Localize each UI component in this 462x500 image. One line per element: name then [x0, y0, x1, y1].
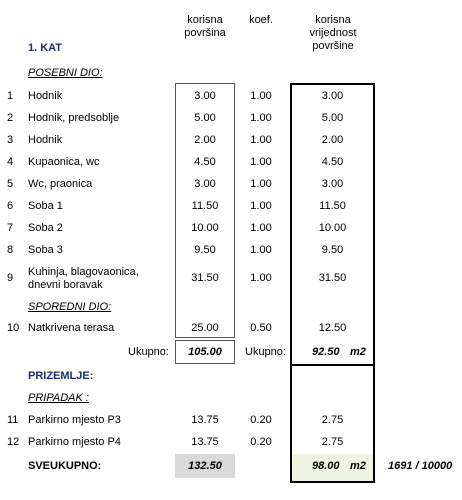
- floor-1-total-value: 92.50: [312, 346, 340, 358]
- row-number: 11: [7, 414, 19, 426]
- room-value: 9.50: [321, 244, 344, 256]
- room-area: 3.00: [194, 178, 216, 190]
- room-area: 13.75: [191, 436, 219, 448]
- room-value: 3.00: [321, 178, 344, 190]
- room-area: 25.00: [191, 322, 219, 334]
- row-number: 4: [7, 156, 14, 168]
- floor-1-total-label: Ukupno:: [128, 346, 169, 358]
- room-area: 13.75: [191, 414, 219, 426]
- room-coefficient: 1.00: [250, 134, 272, 146]
- row-number: 12: [7, 436, 20, 448]
- floor-1-total-unit: m2: [350, 346, 366, 358]
- room-name-line-2: dnevni boravak: [28, 279, 103, 291]
- room-coefficient: 1.00: [250, 156, 272, 168]
- floor-1-title: 1. KAT: [28, 42, 63, 54]
- row-number: 1: [7, 90, 14, 102]
- room-name: Parkirno mjesto P3: [28, 414, 121, 426]
- room-coefficient: 0.20: [250, 436, 272, 448]
- header-area-line-1: korisna: [187, 14, 223, 26]
- header-value-line-3: površine: [312, 40, 354, 52]
- room-value: 12.50: [318, 322, 347, 334]
- room-name: Hodnik: [28, 134, 63, 146]
- room-value: 2.75: [321, 414, 344, 426]
- room-name: Wc, praonica: [28, 178, 93, 190]
- row-number: 6: [7, 200, 14, 212]
- header-value-line-1: korisna: [315, 14, 351, 26]
- room-area: 3.00: [194, 90, 216, 102]
- room-name: Kupaonica, wc: [28, 156, 100, 168]
- room-name-line-1: Kuhinja, blagovaonica,: [28, 266, 139, 278]
- row-number: 9: [7, 272, 14, 284]
- room-value: 3.00: [321, 90, 344, 102]
- room-coefficient: 1.00: [250, 200, 272, 212]
- room-area: 9.50: [194, 244, 216, 256]
- ground-floor-title: PRIZEMLJE:: [28, 370, 94, 382]
- row-number: 3: [7, 134, 14, 146]
- room-coefficient: 1.00: [250, 178, 272, 190]
- room-area: 10.00: [191, 222, 219, 234]
- grand-total-area: 132.50: [188, 460, 222, 472]
- grand-total-unit: m2: [350, 460, 366, 472]
- section-appurtenance: PRIPADAK :: [28, 392, 89, 404]
- section-aux-part: SPOREDNI DIO:: [28, 301, 112, 313]
- room-coefficient: 0.50: [250, 322, 272, 334]
- room-value: 31.50: [318, 272, 347, 284]
- room-coefficient: 1.00: [250, 222, 272, 234]
- header-usable-area: [180, 14, 230, 40]
- room-coefficient: 1.00: [250, 112, 272, 124]
- section-main-part: POSEBNI DIO:: [28, 67, 103, 79]
- room-name: Parkirno mjesto P4: [28, 436, 121, 448]
- row-number: 2: [7, 112, 14, 124]
- grand-total-label: SVEUKUPNO:: [28, 460, 102, 472]
- row-number: 8: [7, 244, 14, 256]
- room-value: 2.00: [321, 134, 344, 146]
- room-area: 2.00: [194, 134, 216, 146]
- room-name: Hodnik, predsoblje: [28, 112, 120, 124]
- room-name: Hodnik: [28, 90, 63, 102]
- room-area: 31.50: [191, 272, 219, 284]
- row-number: 10: [7, 322, 20, 334]
- room-area: 5.00: [194, 112, 216, 124]
- value-frame-divider: [290, 364, 375, 366]
- room-coefficient: 0.20: [250, 414, 272, 426]
- row-number: 5: [7, 178, 14, 190]
- floor-1-total-label-2: Ukupno:: [245, 346, 286, 358]
- header-usable-value: [293, 14, 373, 53]
- header-area-line-2: površina: [184, 27, 226, 39]
- room-value: 11.50: [319, 200, 346, 212]
- row-number: 7: [7, 222, 14, 234]
- header-value-line-2: vrijednost: [309, 27, 357, 39]
- room-name: Natkrivena terasa: [28, 322, 115, 334]
- ownership-share: 1691 / 10000: [388, 460, 453, 472]
- floor-1-total-area: 105.00: [188, 346, 222, 358]
- room-name: Soba 3: [28, 244, 63, 256]
- grand-total-value: 98.00: [312, 460, 340, 472]
- room-value: 10.00: [318, 222, 347, 234]
- room-name: Soba 1: [28, 200, 63, 212]
- room-area: 4.50: [194, 156, 216, 168]
- room-name: Soba 2: [28, 222, 63, 234]
- room-area: 11.50: [191, 200, 219, 212]
- room-value: 2.75: [321, 436, 344, 448]
- header-coefficient: koef.: [249, 14, 273, 26]
- room-coefficient: 1.00: [250, 272, 272, 284]
- room-coefficient: 1.00: [250, 90, 272, 102]
- room-value: 5.00: [321, 112, 344, 124]
- room-value: 4.50: [321, 156, 344, 168]
- room-coefficient: 1.00: [250, 244, 272, 256]
